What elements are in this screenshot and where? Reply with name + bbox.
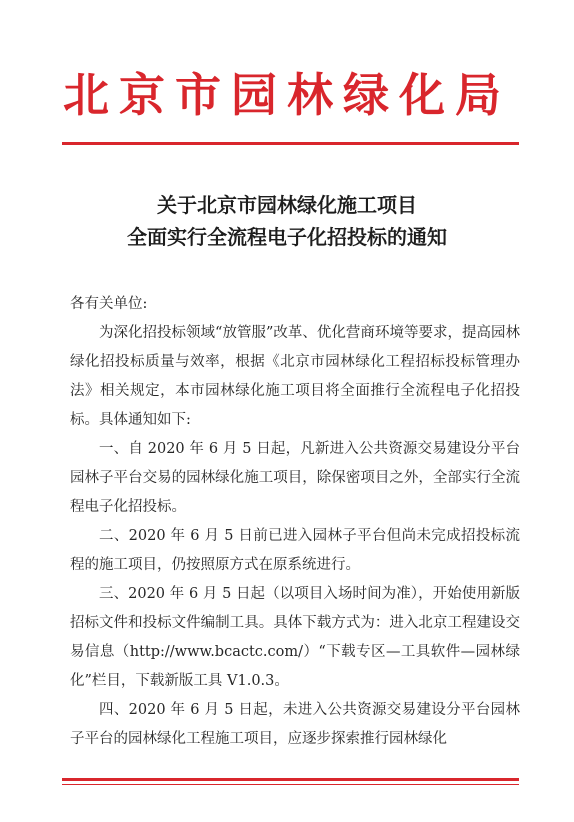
- footer-divider-thick: [62, 778, 519, 781]
- paragraph-item-1: 一、自 2020 年 6 月 5 日起，凡新进入公共资源交易建设分平台园林子平台交易的园林绿化施工项目，除保密项目之外，全部实行全流程电子化招投标。: [70, 441, 520, 515]
- header-divider: [62, 142, 519, 145]
- paragraph-item-4: 四、2020 年 6 月 5 日起，未进入公共资源交易建设分平台园林子平台的园林绿化工程施工项目，应逐步探索推行园林绿化: [70, 702, 520, 747]
- paragraph-intro: 为深化招投标领域“放管服”改革、优化营商环境等要求，提高园林绿化招投标质量与效率，根据《北京市园林绿化工程招标投标管理办法》相关规定，本市园林绿化施工项目将全面推行全流程电子化招投标。具体通知如下:: [70, 325, 520, 428]
- paragraph-item-2: 二、2020 年 6 月 5 日前已进入园林子平台但尚未完成招投标流程的施工项目，仍按照原方式在原系统进行。: [70, 528, 520, 573]
- document-title-line-2: 全面实行全流程电子化招投标的通知: [127, 225, 447, 249]
- document-title-line-1: 关于北京市园林绿化施工项目: [157, 193, 417, 217]
- salutation: 各有关单位:: [70, 296, 148, 312]
- issuer-header: 北京市园林绿化局: [63, 68, 511, 122]
- footer-divider-thin: [62, 784, 519, 785]
- document-body: [70, 290, 520, 754]
- paragraph-item-3: 三、2020 年 6 月 5 日起（以项目入场时间为准），开始使用新版招标文件和投标文件编制工具。具体下载方式为：进入北京工程建设交易信息（http://www.bcactc.com/）“下载专区—工具软件—园林绿化”栏目，下载新版工具 V1.0.3。: [70, 586, 520, 689]
